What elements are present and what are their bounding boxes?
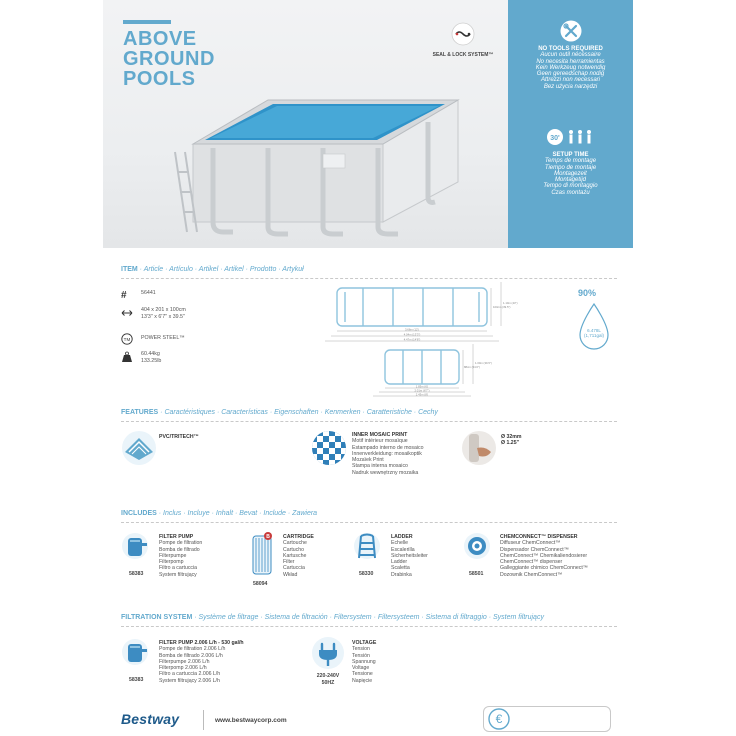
chemconnect-line: Dozownik ChemConnect™ <box>500 571 563 578</box>
setup-time-block <box>508 152 633 196</box>
footer-divider <box>203 710 204 730</box>
cartridge-line: Kartusche <box>283 552 307 559</box>
trademark-icon <box>121 333 133 345</box>
currency-symbol: € <box>495 712 503 726</box>
voltage-value-1: 220-240V <box>316 673 340 679</box>
filtration-pump-code: 58383 <box>129 677 144 683</box>
mosaic-print-line: Nadruk wewnętrzny mozaika <box>352 469 419 476</box>
section-title: ITEM <box>121 266 138 273</box>
section-translations: · Inclus · Incluye · Inhalt · Bevat · Include · Zawiera <box>156 510 318 517</box>
setup-time-line: Tempo di montaggio <box>543 183 598 190</box>
section-title: FEATURES <box>121 409 159 416</box>
voltage-head: VOLTAGE <box>352 640 377 646</box>
filtration-pump-icon <box>121 638 149 668</box>
tube-diameter-mm: Ø 32mm <box>501 434 522 440</box>
dim-side-h1: 88cm (34.6") <box>464 365 480 369</box>
dim-top-h2: 1.10m (43") <box>503 301 518 305</box>
item-frame: POWER STEEL™ <box>141 335 185 341</box>
cartridge-line: Cartuccia <box>283 565 305 572</box>
hero-photo-panel <box>103 0 508 248</box>
filter-pump-line: Pompe de filtration <box>159 540 203 547</box>
item-section-header <box>121 266 304 273</box>
section-title: INCLUDES <box>121 510 157 517</box>
filter-pump-icon <box>121 532 149 562</box>
dimensions-icon <box>121 307 133 319</box>
euro-icon <box>488 708 510 730</box>
filter-pump-line: System filtrujący <box>159 571 197 578</box>
setup-time-line: Tiempo de montaje <box>544 164 597 171</box>
cartridge-line: Wkład <box>283 571 298 578</box>
filtration-pump-line: Filtro a cartuccia 2.006 L/h <box>159 671 221 678</box>
ladder-line: Ladder <box>391 559 408 566</box>
filter-pump-line: Bomba de filtrado <box>159 546 200 553</box>
ladder-text <box>391 534 428 578</box>
voltage-line: Tensión <box>352 652 370 659</box>
filtration-pump-line: Filterpomp 2.006 L/h <box>159 665 207 672</box>
water-volume <box>577 328 611 338</box>
section-divider <box>121 522 617 523</box>
item-weight <box>141 351 251 364</box>
tube-diameter-in: Ø 1.25" <box>501 440 520 447</box>
setup-time-head: SETUP TIME <box>552 152 589 158</box>
hero-title <box>123 29 283 89</box>
mosaic-print-line: Innenverkleidung: mosaikoptik <box>352 450 422 457</box>
website-link[interactable]: www.bestwaycorp.com <box>215 717 287 724</box>
chemconnect-line: ChemConnect™ Chemikaliendosierer <box>500 552 588 559</box>
bestway-logo: Bestway <box>121 711 180 727</box>
filter-pump-line: Filtro a cartuccia <box>159 565 198 572</box>
voltage-line: Voltage <box>352 665 370 672</box>
chemconnect-line: Diffuseur ChemConnect™ <box>500 540 561 547</box>
tube-diameter-text <box>501 434 521 447</box>
section-translations: · Système de filtrage · Sistema de filtración · Filtersystem · Filtersysteem · Sistema di filtraggio · System filtrujący <box>192 614 544 621</box>
no-tools-line: Kein Werkzeug notwendig <box>535 64 606 71</box>
dim-side-w3: 2.43m (8') <box>415 392 429 397</box>
mosaic-print-line: Estampado interno de mosaico <box>352 444 424 451</box>
dim-side-w1: 1.83m (6') <box>415 384 429 389</box>
weight-icon <box>121 351 133 363</box>
mosaic-print-line: Mozaïek Print <box>352 457 384 464</box>
pvc-tritech-text <box>159 434 199 440</box>
seal-lock-label: SEAL & LOCK SYSTEM™ <box>432 52 494 58</box>
cartridge-text <box>283 534 314 578</box>
filtration-section-header <box>121 614 544 621</box>
title-accent-bar <box>123 20 171 24</box>
filtration-pump-line: Pompe de filtration 2.006 L/h <box>159 646 226 653</box>
includes-section-header <box>121 510 317 517</box>
ladder-line: Drabinka <box>391 571 412 578</box>
features-section-header <box>121 409 438 416</box>
item-size <box>141 307 251 320</box>
item-size-imperial: 13'3" x 6'7" x 39.5" <box>141 313 185 320</box>
mosaic-print-icon <box>311 430 347 466</box>
no-tools-line: Aucun outil nécessaire <box>540 52 601 59</box>
item-size-metric: 404 x 201 x 100cm <box>141 307 186 313</box>
pool-illustration <box>173 82 493 242</box>
water-drop-icon <box>577 302 611 352</box>
pvc-tritech-icon <box>121 430 157 466</box>
ladder-code: 58330 <box>359 571 374 577</box>
filtration-pump-line: System filtrujący 2.006 L/h <box>159 677 220 684</box>
hero-title-line: GROUND <box>123 48 215 70</box>
section-translations: · Caractéristiques · Características · Eigenschaften · Kenmerken · Caratteristiche · Cechy <box>158 409 438 416</box>
filtration-pump-line: Filterpumpe 2.006 L/h <box>159 658 210 665</box>
seal-lock-icon <box>451 22 475 46</box>
voltage-line: Tension <box>352 646 370 653</box>
section-divider <box>121 626 617 627</box>
svg-text:B: B <box>266 534 270 540</box>
hero-title-line: POOLS <box>123 68 196 90</box>
ladder-line: Escalerilla <box>391 546 415 553</box>
section-divider <box>121 421 617 422</box>
cartridge-line: Cartucho <box>283 546 305 553</box>
no-tools-line: Bez użycia narzędzi <box>543 83 598 90</box>
pvc-tritech-label: PVC/TRITECH™ <box>159 434 199 440</box>
filtration-pump-text <box>159 640 244 684</box>
voltage-line: Napięcie <box>352 677 373 684</box>
chemconnect-head: CHEMCONNECT™ DISPENSER <box>500 534 578 540</box>
setup-minutes: 30' <box>550 135 560 142</box>
no-tools-icon <box>560 20 582 42</box>
dim-top-w3: 4.47m (14'8") <box>403 337 421 342</box>
chemconnect-line: Dispensador ChemConnect™ <box>500 546 569 553</box>
section-title: FILTRATION SYSTEM <box>121 614 193 621</box>
setup-time-line: Montagezeit <box>554 170 587 177</box>
dim-top-w2: 4.04m (13'3") <box>403 332 421 337</box>
cartridge-line: Filter <box>283 559 295 566</box>
chemconnect-text <box>500 534 588 578</box>
item-code: 56441 <box>141 290 156 296</box>
no-tools-head: NO TOOLS REQUIRED <box>538 46 603 52</box>
mosaic-print-head: INNER MOSAIC PRINT <box>352 432 408 438</box>
ladder-line: Echelle <box>391 540 409 547</box>
filtration-pump-head: FILTER PUMP 2.006 L/h - 530 gal/h <box>159 640 244 646</box>
dim-top-h1: 100cm (39.5") <box>493 305 511 309</box>
tube-diameter-icon <box>461 430 497 466</box>
mosaic-print-line: Stampa interna mosaico <box>352 463 408 470</box>
setup-time-icon <box>546 128 598 146</box>
setup-time-line: Montagetijd <box>554 177 587 184</box>
water-volume-gal: (1,711gal) <box>584 333 604 338</box>
cartridge-head: CARTRIDGE <box>283 534 314 540</box>
voltage-line: Spannung <box>352 658 376 665</box>
hero-title-line: ABOVE <box>123 28 197 50</box>
setup-time-line: Temps de montage <box>544 158 597 165</box>
svg-text:TM: TM <box>123 336 131 342</box>
filter-pump-code: 58383 <box>129 571 144 577</box>
item-weight-lb: 133.25lb <box>141 357 162 364</box>
cartridge-line: Cartouche <box>283 540 307 547</box>
item-weight-kg: 60.44kg <box>141 351 160 357</box>
voltage-text <box>352 640 376 684</box>
filter-pump-text <box>159 534 202 578</box>
voltage-value-2: 50HZ <box>321 679 335 686</box>
chemconnect-dispenser-icon <box>463 532 491 562</box>
product-sheet <box>103 0 633 736</box>
hero-banner <box>103 0 633 248</box>
dim-side-h2: 1.00m (39.5") <box>475 361 492 365</box>
voltage-line: Tensione <box>352 671 373 678</box>
no-tools-line: Attrezzi non necessari <box>540 77 601 84</box>
chemconnect-line: ChemConnect™ dispenser <box>500 559 563 566</box>
ladder-line: Scaletta <box>391 565 410 572</box>
voltage-value <box>310 673 346 686</box>
no-tools-line: No necesita herramientas <box>536 58 605 65</box>
hero-info-panel <box>508 0 633 248</box>
cartridge-code: 58094 <box>253 581 268 587</box>
dim-top-w1: 3.66m (12') <box>404 327 420 332</box>
mosaic-print-text <box>352 432 424 476</box>
ladder-head: LADDER <box>391 534 413 540</box>
cartridge-icon <box>249 530 275 578</box>
filter-pump-line: Filterpomp <box>159 559 184 566</box>
hash-icon: # <box>121 290 127 301</box>
pool-dimension-diagram <box>323 278 523 400</box>
ladder-icon <box>353 532 381 562</box>
water-volume-l: 6.478L <box>587 328 601 333</box>
chemconnect-line: Galleggiante chimico ChemConnect™ <box>500 565 588 572</box>
mosaic-print-line: Motif intérieur mosaïque <box>352 438 408 445</box>
no-tools-line: Geen gereedschap nodig <box>536 71 605 78</box>
filtration-pump-line: Bomba de filtrado 2.006 L/h <box>159 652 223 659</box>
filter-pump-line: Filterpumpe <box>159 552 187 559</box>
voltage-plug-icon <box>311 636 345 670</box>
no-tools-block <box>508 46 633 90</box>
ladder-line: Sicherheitsleiter <box>391 552 428 559</box>
fill-percent: 90% <box>578 288 597 298</box>
section-translations: · Article · Artículo · Artikel · Artikel · Prodotto · Artykuł <box>137 266 304 273</box>
filter-pump-head: FILTER PUMP <box>159 534 194 540</box>
chemconnect-code: 58501 <box>469 571 484 577</box>
setup-time-line: Czas montażu <box>551 189 590 196</box>
dim-side-w2: 2.01m (6'7") <box>414 388 430 393</box>
